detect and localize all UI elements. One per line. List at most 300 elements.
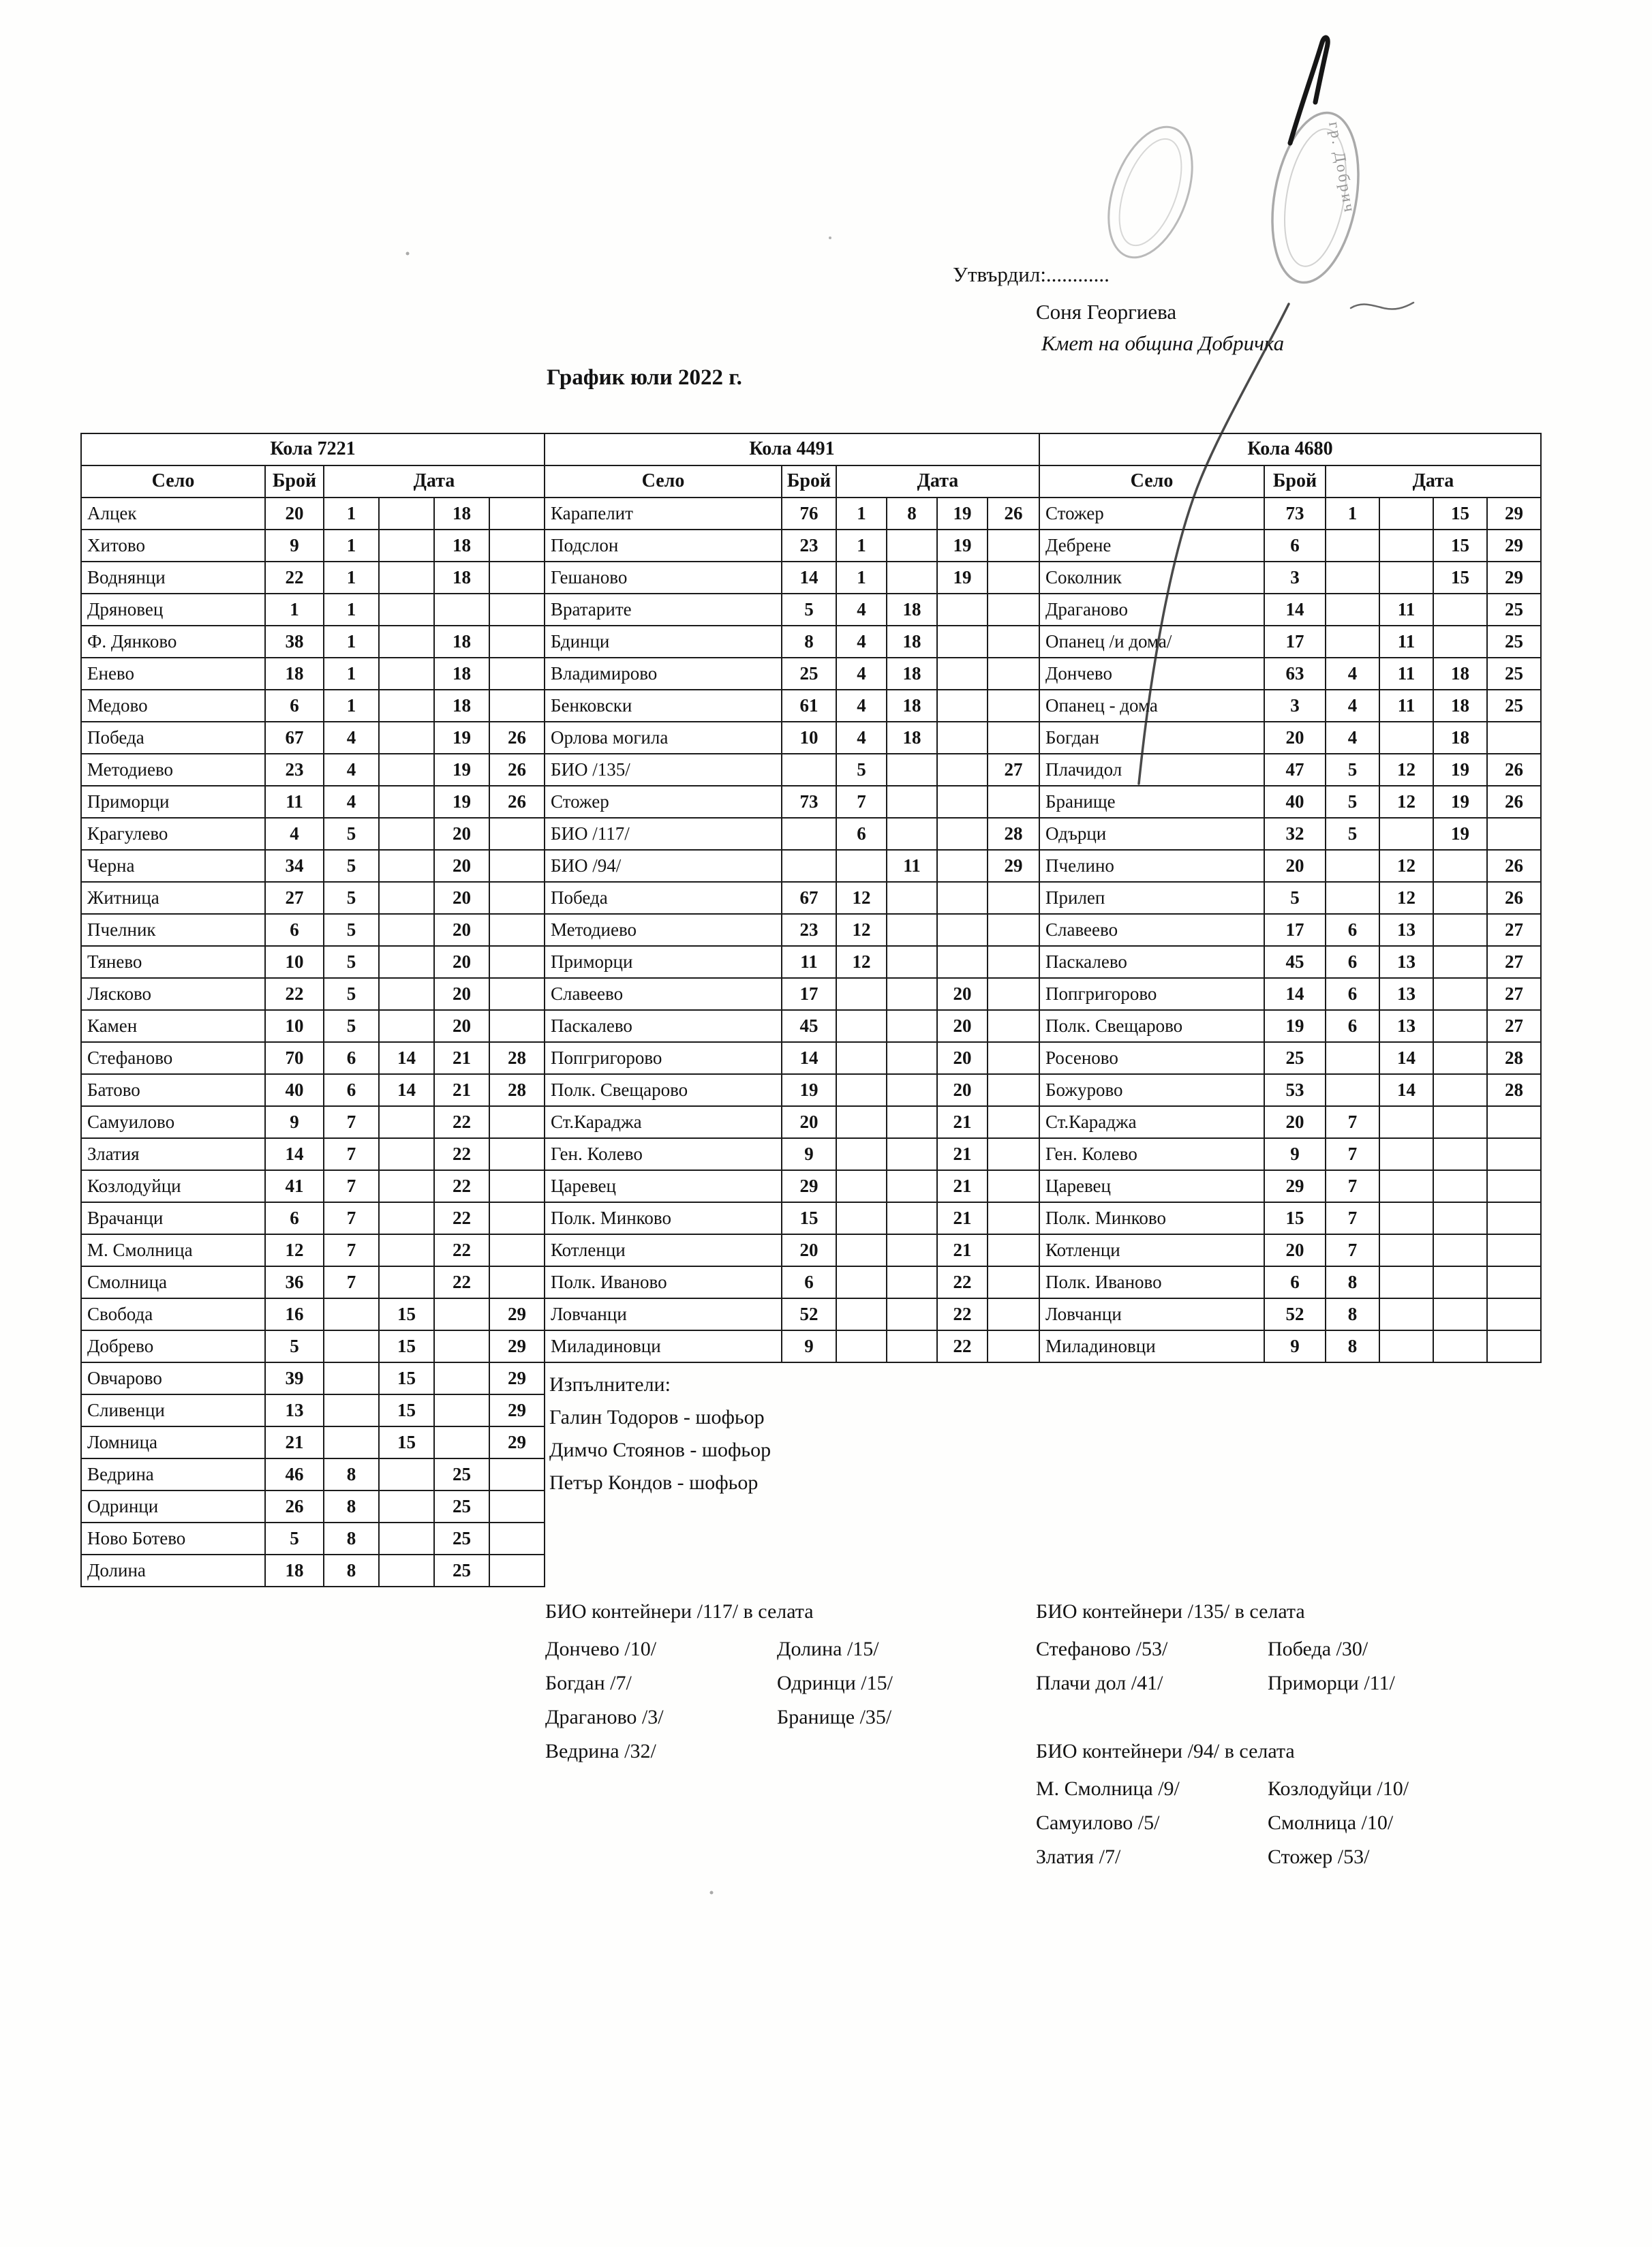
table-row: [82, 1555, 545, 1587]
village-cell: Ст.Караджа: [545, 1107, 782, 1139]
date-cell: 19: [1434, 786, 1488, 819]
village-cell: Орлова могила: [545, 722, 782, 754]
date-cell: [988, 722, 1040, 754]
table-kola-7221: [80, 433, 545, 1587]
table-row: [82, 754, 545, 786]
date-cell: [837, 1235, 887, 1267]
date-cell: [380, 754, 435, 786]
count-cell: 22: [266, 562, 324, 594]
count-cell: 6: [266, 690, 324, 722]
date-cell: [887, 1011, 938, 1043]
date-cell: [1434, 1331, 1488, 1363]
bio-item: Одринци /15/: [777, 1672, 893, 1694]
village-cell: Камен: [82, 1011, 266, 1043]
date-cell: 7: [324, 1139, 380, 1171]
table-row: [1040, 690, 1542, 722]
table-row: [1040, 754, 1542, 786]
date-cell: [887, 1267, 938, 1299]
date-cell: [837, 1075, 887, 1107]
date-cell: 15: [380, 1299, 435, 1331]
date-cell: 21: [938, 1203, 988, 1235]
date-cell: 8: [324, 1491, 380, 1523]
village-cell: Батово: [82, 1075, 266, 1107]
table-row: [1040, 626, 1542, 658]
date-cell: [887, 979, 938, 1011]
date-cell: [380, 851, 435, 883]
table-row: [82, 1075, 545, 1107]
date-cell: 5: [324, 1011, 380, 1043]
bio-block-135: [1036, 1595, 1395, 1700]
date-cell: [1488, 1235, 1542, 1267]
count-cell: 45: [1265, 947, 1326, 979]
count-cell: 70: [266, 1043, 324, 1075]
date-cell: [988, 530, 1040, 562]
date-cell: 1: [324, 626, 380, 658]
count-cell: 52: [782, 1299, 837, 1331]
count-cell: 73: [1265, 498, 1326, 530]
count-cell: 5: [782, 594, 837, 626]
date-cell: [490, 1107, 545, 1139]
date-cell: 22: [435, 1139, 490, 1171]
table-row: [82, 658, 545, 690]
table-row: [82, 626, 545, 658]
table-row: [545, 915, 1040, 947]
date-cell: [380, 594, 435, 626]
date-cell: 14: [1380, 1043, 1434, 1075]
table-row: [545, 754, 1040, 786]
village-cell: Владимирово: [545, 658, 782, 690]
date-cell: 29: [490, 1395, 545, 1427]
date-cell: 21: [435, 1043, 490, 1075]
table-row: [1040, 594, 1542, 626]
village-cell: Паскалево: [1040, 947, 1265, 979]
village-cell: Гешаново: [545, 562, 782, 594]
schedule-tables: [80, 433, 1542, 1587]
date-cell: 6: [837, 819, 887, 851]
date-cell: 1: [837, 530, 887, 562]
date-cell: [490, 819, 545, 851]
date-cell: [837, 1331, 887, 1363]
count-cell: 63: [1265, 658, 1326, 690]
table-row: [82, 690, 545, 722]
date-cell: 28: [988, 819, 1040, 851]
count-cell: 53: [1265, 1075, 1326, 1107]
count-cell: 23: [782, 530, 837, 562]
date-cell: [1326, 883, 1380, 915]
count-cell: 38: [266, 626, 324, 658]
date-cell: [1434, 883, 1488, 915]
date-cell: 28: [490, 1075, 545, 1107]
table-row: [82, 786, 545, 819]
bio-column-1: [1036, 1632, 1268, 1700]
date-cell: 21: [938, 1235, 988, 1267]
table-row: [82, 1235, 545, 1267]
date-cell: [887, 1331, 938, 1363]
date-cell: 20: [435, 915, 490, 947]
date-cell: 25: [1488, 658, 1542, 690]
date-cell: 28: [490, 1043, 545, 1075]
date-cell: 1: [1326, 498, 1380, 530]
date-cell: [887, 1171, 938, 1203]
table-row: [545, 562, 1040, 594]
table-row: [82, 979, 545, 1011]
date-cell: [380, 498, 435, 530]
date-cell: 22: [435, 1235, 490, 1267]
executors-list: [549, 1401, 771, 1499]
date-cell: 20: [435, 851, 490, 883]
village-cell: Котленци: [545, 1235, 782, 1267]
date-cell: [887, 786, 938, 819]
date-cell: 1: [324, 690, 380, 722]
village-cell: Дебрене: [1040, 530, 1265, 562]
date-cell: [988, 1107, 1040, 1139]
bio-block-94: [1036, 1734, 1409, 1874]
count-cell: 29: [782, 1171, 837, 1203]
date-cell: 5: [324, 947, 380, 979]
date-cell: 25: [435, 1555, 490, 1587]
village-cell: Пчелино: [1040, 851, 1265, 883]
table-body: [1040, 498, 1542, 1363]
count-cell: 20: [1265, 1107, 1326, 1139]
count-cell: 17: [1265, 915, 1326, 947]
village-cell: БИО /135/: [545, 754, 782, 786]
date-cell: 29: [490, 1331, 545, 1363]
date-cell: [1434, 947, 1488, 979]
bio-item: Долина /15/: [777, 1638, 879, 1660]
bio-block-title: БИО контейнери /135/ в селата: [1036, 1600, 1305, 1623]
village-cell: Полк. Свещарово: [545, 1075, 782, 1107]
date-cell: [837, 1043, 887, 1075]
date-cell: [887, 819, 938, 851]
stamp-right-outer: [1260, 106, 1371, 289]
table-row: [82, 1395, 545, 1427]
date-cell: [324, 1331, 380, 1363]
date-cell: 22: [938, 1299, 988, 1331]
count-cell: 13: [266, 1395, 324, 1427]
date-cell: 28: [1488, 1043, 1542, 1075]
village-cell: Драганово: [1040, 594, 1265, 626]
date-cell: 7: [324, 1203, 380, 1235]
date-cell: [988, 1139, 1040, 1171]
table-row: [545, 1011, 1040, 1043]
date-cell: [435, 1331, 490, 1363]
date-cell: [324, 1363, 380, 1395]
date-cell: [435, 594, 490, 626]
date-cell: 20: [938, 1043, 988, 1075]
stamp-text: гр. Добрич: [1326, 120, 1359, 215]
date-cell: 20: [435, 819, 490, 851]
date-cell: [837, 1203, 887, 1235]
date-cell: 8: [324, 1459, 380, 1491]
bio-column-1: [1036, 1772, 1268, 1874]
village-cell: Крагулево: [82, 819, 266, 851]
count-cell: 46: [266, 1459, 324, 1491]
date-cell: [938, 786, 988, 819]
date-cell: 21: [938, 1139, 988, 1171]
date-cell: 4: [324, 754, 380, 786]
col-header-count: Брой: [1265, 466, 1326, 498]
count-cell: 25: [1265, 1043, 1326, 1075]
date-cell: [988, 594, 1040, 626]
table-row: [82, 1459, 545, 1491]
date-cell: 12: [1380, 754, 1434, 786]
date-cell: [1434, 1043, 1488, 1075]
date-cell: [435, 1427, 490, 1459]
village-cell: Полк. Минково: [545, 1203, 782, 1235]
date-cell: [1380, 1139, 1434, 1171]
date-cell: 11: [1380, 690, 1434, 722]
village-cell: Прилеп: [1040, 883, 1265, 915]
table-row: [545, 1139, 1040, 1171]
date-cell: [380, 979, 435, 1011]
table-row: [1040, 1075, 1542, 1107]
date-cell: [490, 1491, 545, 1523]
col-header-village: Село: [545, 466, 782, 498]
date-cell: [1434, 626, 1488, 658]
village-cell: Царевец: [545, 1171, 782, 1203]
date-cell: 27: [1488, 915, 1542, 947]
date-cell: 20: [435, 1011, 490, 1043]
date-cell: 14: [380, 1043, 435, 1075]
date-cell: [380, 1555, 435, 1587]
document-title: График юли 2022 г.: [547, 365, 742, 390]
village-cell: Одринци: [82, 1491, 266, 1523]
table-row: [545, 1267, 1040, 1299]
village-cell: Полк. Свещарово: [1040, 1011, 1265, 1043]
count-cell: 20: [782, 1235, 837, 1267]
table-row: [545, 1171, 1040, 1203]
count-cell: 3: [1265, 690, 1326, 722]
date-cell: 26: [490, 722, 545, 754]
col-header-count: Брой: [782, 466, 837, 498]
table-title: Кола 4491: [545, 434, 1040, 466]
date-cell: [380, 626, 435, 658]
date-cell: 18: [435, 562, 490, 594]
date-cell: 20: [938, 1075, 988, 1107]
date-cell: [435, 1395, 490, 1427]
bio-columns: [545, 1632, 893, 1769]
village-cell: Дряновец: [82, 594, 266, 626]
date-cell: 1: [837, 562, 887, 594]
date-cell: [1434, 1171, 1488, 1203]
date-cell: [988, 1043, 1040, 1075]
table-row: [82, 947, 545, 979]
bio-item: М. Смолница /9/: [1036, 1777, 1180, 1800]
date-cell: 15: [1434, 530, 1488, 562]
bio-column-2: [777, 1632, 893, 1769]
bio-item: Победа /30/: [1268, 1638, 1368, 1660]
date-cell: [380, 947, 435, 979]
date-cell: 29: [490, 1363, 545, 1395]
date-cell: 27: [1488, 947, 1542, 979]
date-cell: [1380, 1171, 1434, 1203]
village-cell: Бдинци: [545, 626, 782, 658]
date-cell: 29: [490, 1427, 545, 1459]
date-cell: [988, 562, 1040, 594]
date-cell: 29: [490, 1299, 545, 1331]
date-cell: 22: [435, 1171, 490, 1203]
village-cell: Соколник: [1040, 562, 1265, 594]
date-cell: [887, 915, 938, 947]
date-cell: 5: [324, 819, 380, 851]
table-row: [82, 1523, 545, 1555]
village-cell: Воднянци: [82, 562, 266, 594]
date-cell: 5: [324, 915, 380, 947]
village-cell: Енево: [82, 658, 266, 690]
stamp-left-inner: [1107, 131, 1194, 254]
table-body: [545, 498, 1040, 1363]
table-row: [545, 1203, 1040, 1235]
date-cell: 21: [938, 1107, 988, 1139]
date-cell: 13: [1380, 915, 1434, 947]
village-cell: Ф. Дянково: [82, 626, 266, 658]
date-cell: 18: [435, 626, 490, 658]
count-cell: 23: [266, 754, 324, 786]
executors-block: [549, 1369, 771, 1499]
date-cell: 4: [837, 626, 887, 658]
approver-name: Соня Георгиева: [1036, 300, 1177, 324]
date-cell: 13: [1380, 947, 1434, 979]
table-row: [1040, 722, 1542, 754]
date-cell: [490, 883, 545, 915]
executor-item: Петър Кондов - шофьор: [549, 1471, 759, 1494]
date-cell: [887, 1299, 938, 1331]
count-cell: 26: [266, 1491, 324, 1523]
date-cell: [1434, 915, 1488, 947]
count-cell: 15: [782, 1203, 837, 1235]
date-cell: [1434, 851, 1488, 883]
col-header-date: Дата: [1326, 466, 1542, 498]
count-cell: 17: [1265, 626, 1326, 658]
village-cell: Житница: [82, 883, 266, 915]
count-cell: 9: [1265, 1139, 1326, 1171]
date-cell: 18: [887, 658, 938, 690]
date-cell: 1: [324, 562, 380, 594]
table-row: [82, 1043, 545, 1075]
count-cell: 67: [782, 883, 837, 915]
date-cell: [490, 1203, 545, 1235]
date-cell: [988, 786, 1040, 819]
date-cell: 15: [1434, 562, 1488, 594]
table-row: [82, 722, 545, 754]
village-cell: Котленци: [1040, 1235, 1265, 1267]
table-header-row: [82, 466, 545, 498]
table-row: [82, 1171, 545, 1203]
date-cell: [1434, 1203, 1488, 1235]
date-cell: [988, 1235, 1040, 1267]
village-cell: Ген. Колево: [1040, 1139, 1265, 1171]
count-cell: 6: [266, 1203, 324, 1235]
village-cell: Дончево: [1040, 658, 1265, 690]
date-cell: [938, 754, 988, 786]
count-cell: 5: [266, 1331, 324, 1363]
date-cell: 1: [837, 498, 887, 530]
table-row: [1040, 1203, 1542, 1235]
date-cell: 15: [380, 1331, 435, 1363]
table-row: [545, 1299, 1040, 1331]
date-cell: 4: [1326, 658, 1380, 690]
date-cell: [837, 1171, 887, 1203]
date-cell: [380, 658, 435, 690]
table-row: [82, 1267, 545, 1299]
table-row: [1040, 498, 1542, 530]
count-cell: 6: [1265, 530, 1326, 562]
date-cell: [490, 498, 545, 530]
date-cell: [988, 690, 1040, 722]
village-cell: Бенковски: [545, 690, 782, 722]
village-cell: Тянево: [82, 947, 266, 979]
date-cell: 25: [435, 1459, 490, 1491]
count-cell: 61: [782, 690, 837, 722]
table-row: [545, 530, 1040, 562]
date-cell: 29: [988, 851, 1040, 883]
table-title: Кола 4680: [1040, 434, 1542, 466]
count-cell: 9: [1265, 1331, 1326, 1363]
date-cell: 1: [324, 530, 380, 562]
date-cell: [938, 626, 988, 658]
date-cell: 19: [938, 498, 988, 530]
date-cell: 29: [1488, 498, 1542, 530]
table-kola-4680: [1040, 433, 1542, 1363]
table-row: [82, 1363, 545, 1395]
date-cell: [1380, 1299, 1434, 1331]
date-cell: 19: [1434, 819, 1488, 851]
date-cell: 18: [435, 658, 490, 690]
count-cell: 20: [266, 498, 324, 530]
count-cell: 10: [266, 947, 324, 979]
date-cell: [1488, 819, 1542, 851]
count-cell: 52: [1265, 1299, 1326, 1331]
table-row: [545, 626, 1040, 658]
village-cell: БИО /117/: [545, 819, 782, 851]
date-cell: 12: [837, 883, 887, 915]
date-cell: [1434, 1075, 1488, 1107]
date-cell: 25: [1488, 626, 1542, 658]
date-cell: [1380, 498, 1434, 530]
table-row: [82, 594, 545, 626]
date-cell: [887, 754, 938, 786]
count-cell: 23: [782, 915, 837, 947]
date-cell: [938, 851, 988, 883]
count-cell: 22: [266, 979, 324, 1011]
date-cell: [1380, 530, 1434, 562]
count-cell: 20: [1265, 1235, 1326, 1267]
table-row: [1040, 1267, 1542, 1299]
date-cell: [1326, 530, 1380, 562]
date-cell: 4: [1326, 722, 1380, 754]
date-cell: 6: [1326, 979, 1380, 1011]
executors-title: Изпълнители:: [549, 1373, 671, 1396]
count-cell: 6: [782, 1267, 837, 1299]
date-cell: 18: [435, 498, 490, 530]
table-body: [82, 498, 545, 1587]
bio-column-2: [1268, 1632, 1395, 1700]
scan-speck: [829, 236, 831, 239]
table-row: [82, 562, 545, 594]
date-cell: [938, 658, 988, 690]
table-row: [1040, 915, 1542, 947]
village-cell: Приморци: [82, 786, 266, 819]
village-cell: Стожер: [545, 786, 782, 819]
table-title: Кола 7221: [82, 434, 545, 466]
count-cell: 14: [266, 1139, 324, 1171]
table-kola-4491: [545, 433, 1040, 1363]
village-cell: Стожер: [1040, 498, 1265, 530]
date-cell: [380, 1267, 435, 1299]
table-row: [545, 1075, 1040, 1107]
col-header-village: Село: [1040, 466, 1265, 498]
date-cell: [938, 883, 988, 915]
